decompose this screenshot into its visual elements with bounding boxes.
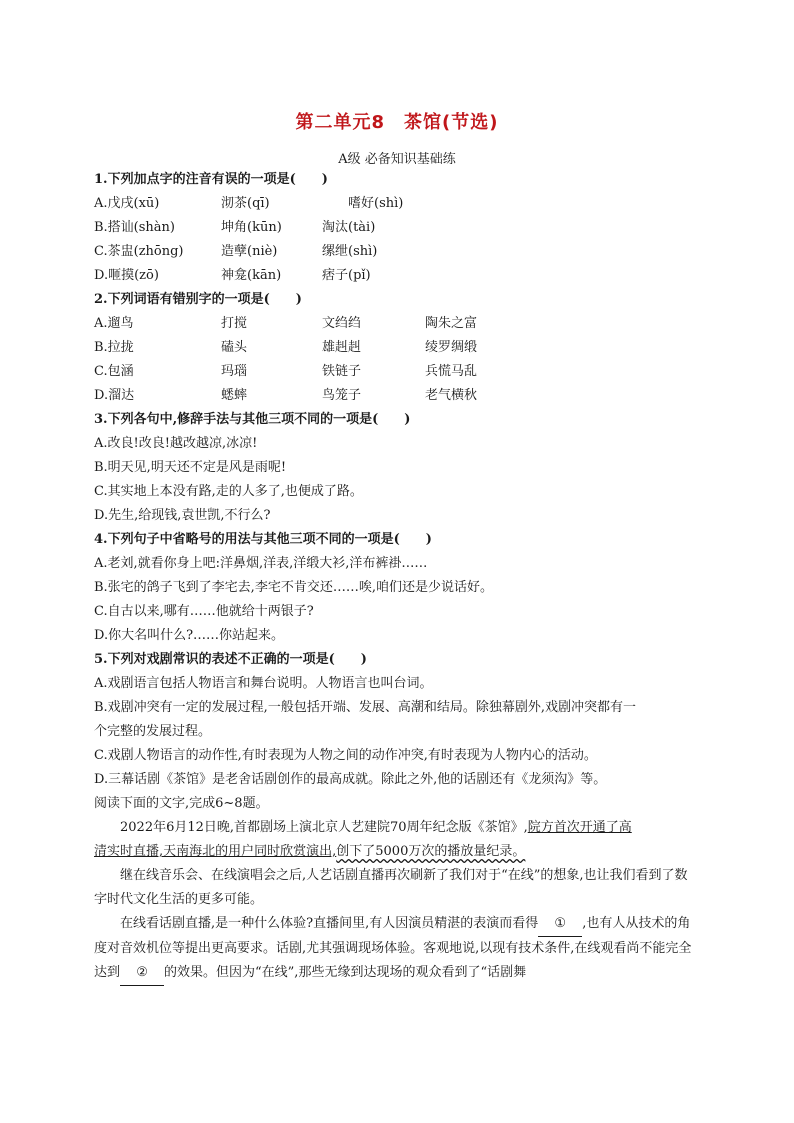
question-5-option-b-cont: 个完整的发展过程。 [94,724,212,739]
passage-text: 的效果。但因为“在线”,那些无缘到达现场的观众看到了“话剧舞 [164,965,527,980]
reading-paragraph-3 [94,912,694,986]
option-text: 磕头 [221,340,248,355]
question-1-stem: 1.下列加点字的注音有误的一项是( ) [94,172,328,187]
option-text: 嗜好(shì) [348,196,404,211]
option-text: D.咂摸(zō) [94,268,159,283]
wavy-underlined-text: 创下了5000万次的播放量纪录。 [336,844,526,859]
option-text: 造孽(niè) [221,244,278,259]
option-text: 绫罗绸缎 [425,340,478,355]
option-text: 玛瑙 [221,364,248,379]
question-4-stem: 4.下列句子中省略号的用法与其他三项不同的一项是( ) [94,532,432,547]
option-text: D.溜达 [94,388,135,403]
page-title: 第二单元8 茶馆(节选) [295,112,499,133]
passage-text: 2022年6月12日晚,首都剧场上演北京人艺建院70周年纪念版《茶馆》, [120,820,528,835]
reading-paragraph-2: 继在线音乐会、在线演唱会之后,人艺话剧直播再次刷新了我们对于“在线”的想象,也让我们看到了数字时代文化生活的更多可能。 [94,868,688,907]
option-text: 铁链子 [322,364,362,379]
option-text: C.包涵 [94,364,134,379]
option-text: 老气横秋 [425,388,478,403]
question-5-option-b: B.戏剧冲突有一定的发展过程,一般包括开端、发展、高潮和结局。除独幕剧外,戏剧冲突都有一 [94,700,636,715]
option-text: 打搅 [221,316,248,331]
option-text: 坤角(kūn) [221,220,282,235]
question-3-option-b: B.明天见,明天还不定是风是雨呢! [94,460,287,475]
underlined-text: 清实时直播,天南海北的用户同时欣赏演出, [94,844,337,859]
question-5-stem: 5.下列对戏剧常识的表述不正确的一项是( ) [94,652,367,667]
question-5-option-c: C.戏剧人物语言的动作性,有时表现为人物之间的动作冲突,有时表现为人物内心的活动。 [94,748,597,763]
passage-text: ,也有人从技术的角度对音效机位等提出更高要求。话剧,尤其强调现场体验。客观地说,以现有技术条件,在线观看尚不能完全达到 [94,916,692,980]
option-text: 神龛(kān) [221,268,282,283]
question-5-option-d: D.三幕话剧《茶馆》是老舍话剧创作的最高成就。除此之外,他的话剧还有《龙须沟》等。 [94,772,607,787]
reading-paragraph-1 [94,816,694,864]
question-2-stem: 2.下列词语有错别字的一项是( ) [94,292,302,307]
question-4-option-b: B.张宅的鸽子飞到了李宅去,李宅不肯交还……唉,咱们还是少说话好。 [94,580,493,595]
option-text: 沏茶(qī) [221,196,270,211]
question-3-option-c: C.其实地上本没有路,走的人多了,也便成了路。 [94,484,363,499]
blank-1: ① [538,912,582,937]
option-text: C.茶盅(zhōng) [94,244,184,259]
option-text: 雄赳赳 [322,340,362,355]
option-text: 鸟笼子 [322,388,362,403]
option-text: 痞子(pǐ) [322,268,371,283]
question-4-option-d: D.你大名叫什么?……你站起来。 [94,628,285,643]
blank-2: ② [120,961,164,986]
option-text: 蟋蟀 [221,388,248,403]
section-heading: A级 必备知识基础练 [338,152,456,167]
passage-text: 在线看话剧直播,是一种什么体验?直播间里,有人因演员精湛的表演而看得 [120,916,539,931]
option-text: 陶朱之富 [425,316,478,331]
question-3-option-d: D.先生,给现钱,袁世凯,不行么? [94,508,271,523]
option-text: B.搭讪(shàn) [94,220,175,235]
option-text: 缧绁(shì) [322,244,378,259]
option-text: 文绉绉 [322,316,362,331]
reading-intro: 阅读下面的文字,完成6~8题。 [94,796,269,811]
option-text: 兵慌马乱 [425,364,478,379]
option-text: A.戊戌(xū) [94,196,160,211]
underlined-text: 院方首次开通了高 [527,820,632,835]
question-3-stem: 3.下列各句中,修辞手法与其他三项不同的一项是( ) [94,412,411,427]
question-5-option-a: A.戏剧语言包括人物语言和舞台说明。人物语言也叫台词。 [94,676,433,691]
option-text: B.拉拢 [94,340,134,355]
question-4-option-a: A.老刘,就看你身上吧:洋鼻烟,洋表,洋缎大衫,洋布裤褂…… [94,556,428,571]
option-text: A.遛鸟 [94,316,134,331]
option-text: 淘汰(tài) [322,220,376,235]
question-3-option-a: A.改良!改良!越改越凉,冰凉! [94,436,258,451]
question-4-option-c: C.自古以来,哪有……他就给十两银子? [94,604,314,619]
